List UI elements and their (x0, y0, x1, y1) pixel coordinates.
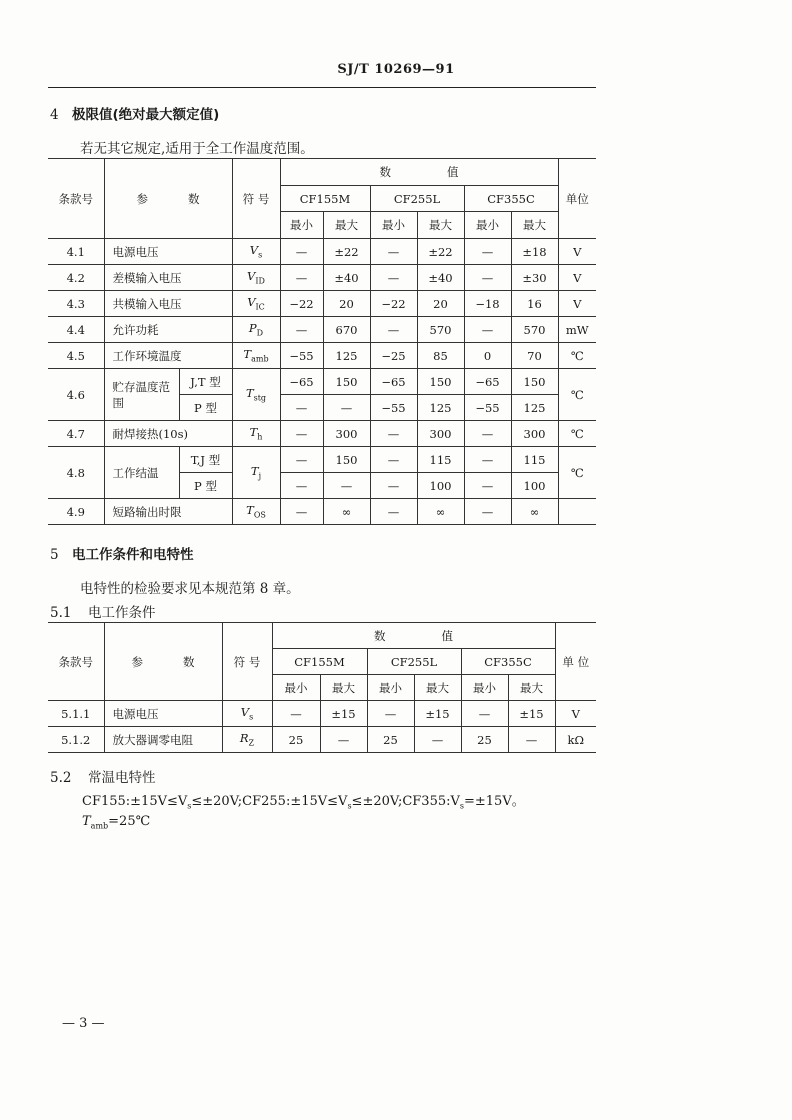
cell-value: ±15 (414, 701, 461, 727)
cell-value: — (464, 499, 511, 525)
cell-value: 115 (511, 447, 558, 473)
cell-value: — (370, 239, 417, 265)
cell-value: — (370, 499, 417, 525)
ambient-temperature-line: $T_{amb}=25℃$ (82, 814, 151, 831)
table-row (48, 343, 596, 369)
cell-value: ±40 (417, 265, 464, 291)
min-header: 最小 (461, 675, 508, 701)
row-symbol: $V_{IC}$ (232, 291, 280, 317)
supply-condition-line: $CF155:\pm 15V\le V_s\le\pm 20V;CF255:\pm 15V\le V_s\le\pm 20V;CF355:V_s=\pm 15V$。 (82, 794, 525, 811)
row-param: 允许功耗 (104, 317, 232, 343)
row-unit: ℃ (558, 421, 596, 447)
cell-value: 570 (511, 317, 558, 343)
limits-table (48, 158, 596, 525)
cell-value: — (414, 727, 461, 753)
row-param: 工作结温 (104, 447, 179, 499)
cell-value: — (464, 447, 511, 473)
cell-value: — (280, 499, 323, 525)
section-5-heading (50, 543, 194, 563)
row-param: 共模输入电压 (104, 291, 232, 317)
cell-value: −18 (464, 291, 511, 317)
cell-value: 150 (323, 447, 370, 473)
cell-value: — (367, 701, 414, 727)
cell-value: — (280, 473, 323, 499)
cell-value: 125 (417, 395, 464, 421)
cell-value: 70 (511, 343, 558, 369)
model-header: CF355C (464, 186, 558, 212)
section-5-2-heading (50, 766, 156, 786)
row-param: 工作环境温度 (104, 343, 232, 369)
row-param: 贮存温度范围 (104, 369, 179, 421)
col-symbol-header: 符 号 (232, 159, 280, 239)
cell-value: — (464, 473, 511, 499)
cell-value: 0 (464, 343, 511, 369)
section-5-1-number: 5.1 (50, 605, 72, 621)
cell-value: −65 (464, 369, 511, 395)
row-number: 4.3 (48, 291, 104, 317)
row-number: 4.5 (48, 343, 104, 369)
row-param: 短路输出时限 (104, 499, 232, 525)
col-unit-header: 单 位 (555, 623, 596, 701)
cell-value: 150 (417, 369, 464, 395)
cell-value: 85 (417, 343, 464, 369)
cell-value: 300 (511, 421, 558, 447)
cell-value: 150 (323, 369, 370, 395)
cell-value: — (370, 317, 417, 343)
row-symbol: $V_s$ (222, 701, 272, 727)
row-symbol: $T_{OS}$ (232, 499, 280, 525)
cell-value: ∞ (323, 499, 370, 525)
section-4-number: 4 (50, 107, 59, 123)
row-subtype: P 型 (179, 395, 232, 421)
max-header: 最大 (417, 212, 464, 239)
row-unit: V (555, 701, 596, 727)
cell-value: — (323, 473, 370, 499)
cell-value: — (370, 421, 417, 447)
max-header: 最大 (508, 675, 555, 701)
operating-conditions-table (48, 622, 596, 753)
cell-value: 25 (367, 727, 414, 753)
table-row (48, 239, 596, 265)
row-unit: ℃ (558, 447, 596, 499)
document-code: SJ/T 10269—91 (337, 62, 455, 77)
row-number: 4.8 (48, 447, 104, 499)
row-symbol: $T_{amb}$ (232, 343, 280, 369)
min-header: 最小 (464, 212, 511, 239)
col-clause-header: 条款号 (48, 623, 104, 701)
table-row (48, 701, 596, 727)
table-row (48, 291, 596, 317)
cell-value: 150 (511, 369, 558, 395)
min-header: 最小 (272, 675, 320, 701)
min-header: 最小 (367, 675, 414, 701)
row-symbol: $T_{stg}$ (232, 369, 280, 421)
col-values-header: 数 值 (280, 159, 558, 186)
cell-value: — (280, 395, 323, 421)
row-number: 5.1.2 (48, 727, 104, 753)
cell-value: 300 (417, 421, 464, 447)
section-5-title: 电工作条件和电特性 (72, 547, 194, 563)
row-unit (558, 499, 596, 525)
cell-value: 100 (511, 473, 558, 499)
section-5-1-title: 电工作条件 (88, 605, 156, 621)
cell-value: −22 (370, 291, 417, 317)
cell-value: — (461, 701, 508, 727)
col-param-header: 参 数 (104, 159, 232, 239)
row-number: 4.9 (48, 499, 104, 525)
row-param: 差模输入电压 (104, 265, 232, 291)
cell-value: −65 (370, 369, 417, 395)
row-unit: ℃ (558, 369, 596, 421)
min-header: 最小 (280, 212, 323, 239)
cell-value: — (464, 239, 511, 265)
cell-value: — (320, 727, 367, 753)
row-subtype: J,T 型 (179, 369, 232, 395)
cell-value: ±15 (320, 701, 367, 727)
col-values-header: 数 值 (272, 623, 555, 649)
cell-value: — (464, 317, 511, 343)
col-unit-header: 单位 (558, 159, 596, 239)
cell-value: — (280, 317, 323, 343)
table-row (48, 265, 596, 291)
row-symbol: $R_Z$ (222, 727, 272, 753)
col-param-header: 参 数 (104, 623, 222, 701)
cell-value: 100 (417, 473, 464, 499)
col-symbol-header: 符 号 (222, 623, 272, 701)
cell-value: 125 (323, 343, 370, 369)
cell-value: −65 (280, 369, 323, 395)
cell-value: — (370, 447, 417, 473)
header-rule (48, 87, 596, 88)
row-unit: kΩ (555, 727, 596, 753)
max-header: 最大 (320, 675, 367, 701)
cell-value: 300 (323, 421, 370, 447)
cell-value: 16 (511, 291, 558, 317)
cell-value: — (272, 701, 320, 727)
row-number: 4.1 (48, 239, 104, 265)
row-symbol: $T_j$ (232, 447, 280, 499)
max-header: 最大 (323, 212, 370, 239)
section-4-intro: 若无其它规定,适用于全工作温度范围。 (80, 141, 314, 157)
cell-value: ±40 (323, 265, 370, 291)
row-param: 放大器调零电阻 (104, 727, 222, 753)
cell-value: −55 (370, 395, 417, 421)
min-header: 最小 (370, 212, 417, 239)
page-number: — 3 — (62, 1016, 105, 1031)
model-header: CF255L (367, 649, 461, 675)
cell-value: −25 (370, 343, 417, 369)
row-param: 电源电压 (104, 239, 232, 265)
row-number: 4.2 (48, 265, 104, 291)
row-number: 5.1.1 (48, 701, 104, 727)
cell-value: — (370, 473, 417, 499)
cell-value: 125 (511, 395, 558, 421)
cell-value: — (370, 265, 417, 291)
model-header: CF355C (461, 649, 555, 675)
section-4-heading (50, 103, 219, 123)
section-5-1-heading (50, 601, 156, 621)
model-header: CF155M (272, 649, 367, 675)
section-5-2-number: 5.2 (50, 770, 72, 786)
section-5-2-title: 常温电特性 (88, 770, 156, 786)
cell-value: ∞ (511, 499, 558, 525)
row-unit: V (558, 239, 596, 265)
row-unit: V (558, 291, 596, 317)
cell-value: — (280, 265, 323, 291)
cell-value: — (464, 265, 511, 291)
row-symbol: $V_{ID}$ (232, 265, 280, 291)
row-number: 4.4 (48, 317, 104, 343)
operating-conditions-rows (48, 701, 596, 753)
cell-value: −22 (280, 291, 323, 317)
cell-value: — (508, 727, 555, 753)
row-unit: V (558, 265, 596, 291)
section-5-number: 5 (50, 547, 59, 563)
cell-value: 20 (417, 291, 464, 317)
table-row (48, 727, 596, 753)
row-unit: mW (558, 317, 596, 343)
row-symbol: $T_h$ (232, 421, 280, 447)
cell-value: ∞ (417, 499, 464, 525)
cell-value: 25 (272, 727, 320, 753)
row-param: 电源电压 (104, 701, 222, 727)
cell-value: — (280, 421, 323, 447)
cell-value: 25 (461, 727, 508, 753)
cell-value: 570 (417, 317, 464, 343)
cell-value: −55 (280, 343, 323, 369)
table-row (48, 317, 596, 343)
row-number: 4.6 (48, 369, 104, 421)
model-header: CF155M (280, 186, 370, 212)
col-clause-header: 条款号 (48, 159, 104, 239)
cell-value: — (280, 447, 323, 473)
cell-value: 20 (323, 291, 370, 317)
section-5-intro: 电特性的检验要求见本规范第 8 章。 (80, 581, 300, 597)
max-header: 最大 (414, 675, 461, 701)
limits-simple-rows (48, 239, 596, 369)
row-symbol: $V_s$ (232, 239, 280, 265)
row-unit: ℃ (558, 343, 596, 369)
cell-value: — (323, 395, 370, 421)
cell-value: ±30 (511, 265, 558, 291)
cell-value: — (464, 421, 511, 447)
row-subtype: P 型 (179, 473, 232, 499)
model-header: CF255L (370, 186, 464, 212)
row-number: 4.7 (48, 421, 104, 447)
row-param: 耐焊接热(10s) (104, 421, 232, 447)
cell-value: −55 (464, 395, 511, 421)
row-symbol: $P_D$ (232, 317, 280, 343)
cell-value: — (280, 239, 323, 265)
section-4-title: 极限值(绝对最大额定值) (72, 107, 220, 123)
cell-value: ±18 (511, 239, 558, 265)
cell-value: ±22 (323, 239, 370, 265)
row-subtype: T,J 型 (179, 447, 232, 473)
cell-value: ±22 (417, 239, 464, 265)
cell-value: ±15 (508, 701, 555, 727)
cell-value: 115 (417, 447, 464, 473)
max-header: 最大 (511, 212, 558, 239)
cell-value: 670 (323, 317, 370, 343)
